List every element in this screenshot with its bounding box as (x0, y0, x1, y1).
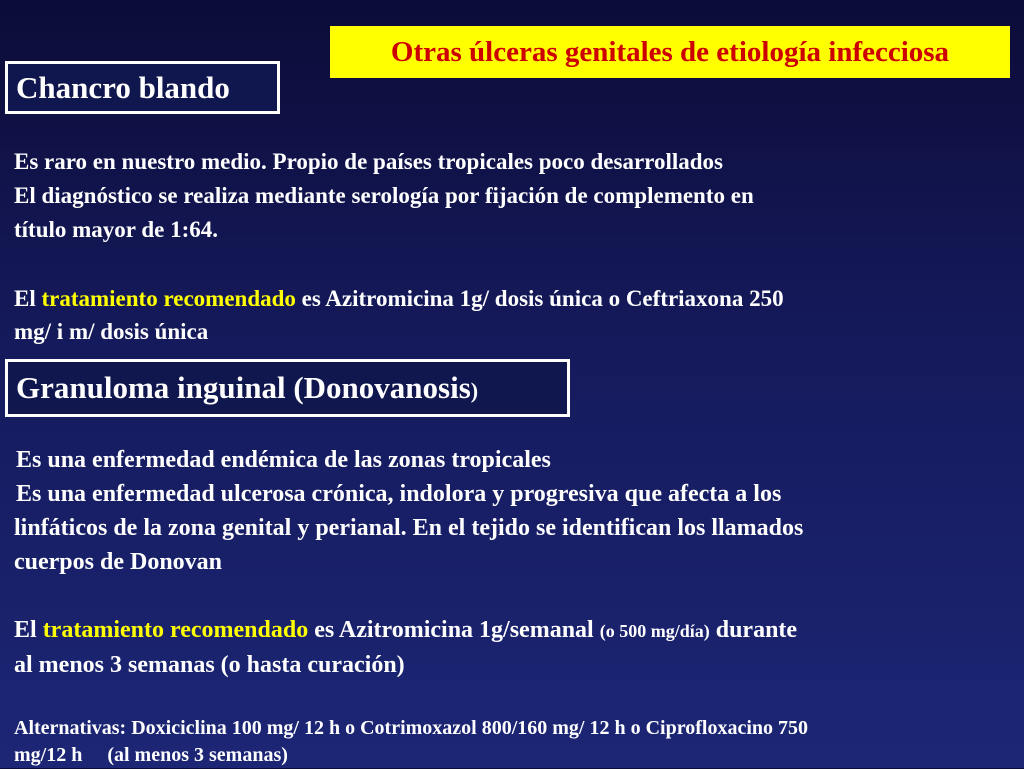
granuloma-line-4: cuerpos de Donovan (14, 549, 223, 575)
granuloma-alternatives (14, 715, 1014, 769)
chancro-treatment (14, 282, 1014, 348)
granuloma-treatment-line-1 (14, 613, 1014, 648)
granuloma-line-3: linfáticos de la zona genital y perianal. En el tejido se identifican los llamados (14, 515, 804, 541)
chancro-treatment-line-1 (14, 282, 1014, 315)
section-heading-chancro-blando-label: Chancro blando (16, 70, 230, 105)
alternatives-line-1: Alternativas: Doxiciclina 100 mg/ 12 h o Cotrimoxazol 800/160 mg/ 12 h o Ciprofloxacino 750 (14, 717, 809, 739)
granuloma-treatment-small: (o 500 mg/día) (599, 621, 710, 641)
section-heading-granuloma-label: Granuloma inguinal (Donovanosis (16, 370, 471, 405)
section-heading-chancro-blando (5, 61, 280, 114)
granuloma-treatment-prefix: El (14, 617, 43, 643)
chancro-line-1: Es raro en nuestro medio. Propio de países tropicales poco desarrollados (14, 149, 723, 174)
chancro-treatment-text-1: es Azitromicina 1g/ dosis única o Ceftriaxona 250 (295, 286, 784, 311)
chancro-line-3: título mayor de 1:64. (14, 217, 219, 242)
granuloma-line-2: Es una enfermedad ulcerosa crónica, indolora y progresiva que afecta a los (16, 481, 782, 507)
granuloma-treatment-line-2: al menos 3 semanas (o hasta curación) (14, 652, 405, 678)
chancro-line-2: El diagnóstico se realiza mediante serología por fijación de complemento en (14, 183, 754, 208)
granuloma-treatment-text-1: es Azitromicina 1g/semanal (308, 617, 600, 643)
granuloma-description (14, 443, 1014, 579)
granuloma-treatment (14, 613, 1014, 682)
section-heading-granuloma-inguinal (5, 359, 570, 417)
chancro-description (14, 145, 1014, 247)
slide-title: Otras úlceras genitales de etiología infecciosa (330, 26, 1010, 78)
chancro-treatment-highlight: tratamiento recomendado (41, 286, 296, 311)
granuloma-line-1: Es una enfermedad endémica de las zonas tropicales (16, 447, 551, 473)
chancro-treatment-prefix: El (14, 286, 42, 311)
alternatives-line-2: mg/12 h (al menos 3 semanas) (14, 744, 288, 766)
granuloma-treatment-highlight: tratamiento recomendado (42, 617, 309, 643)
section-heading-granuloma-close: ) (470, 378, 479, 403)
chancro-treatment-line-2: mg/ i m/ dosis única (14, 319, 209, 344)
granuloma-treatment-text-1-end: durante (709, 617, 798, 643)
